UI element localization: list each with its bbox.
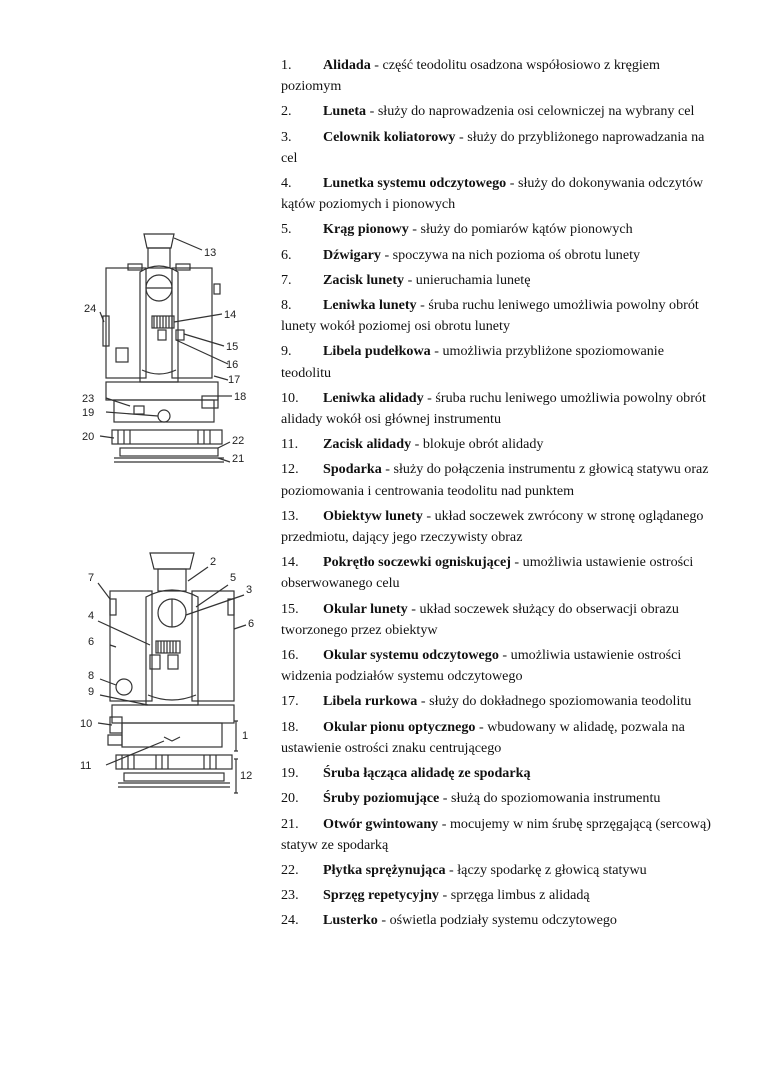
item-description: - łączy spodarkę z głowicą statywu [445,861,647,878]
figure-label: 6 [248,618,255,630]
list-item [281,459,711,501]
list-item [281,814,711,856]
item-number: 13. [281,507,299,524]
item-term: Zacisk lunety [323,271,405,288]
list-item [281,691,711,712]
figure-label: 23 [82,393,95,405]
item-description: - mocujemy w nim śrubę sprzęgającą (sercową) statyw ze spodarką [281,815,711,853]
item-description: - umożliwia ustawienie ostrości widzenia podziałów systemu odczytowego [281,647,682,685]
list-item [281,219,711,240]
item-description: - służy do połączenia instrumentu z głowicą statywu oraz poziomowania i centrowania teodolitu nad punktem [281,461,709,499]
item-number: 6. [281,246,292,263]
figure-label: 6 [88,636,95,648]
item-number: 8. [281,297,292,314]
figure-label: 24 [84,303,97,315]
figure-label: 19 [82,407,95,419]
list-item [281,506,711,548]
figure-label: 21 [232,453,245,465]
list-item [281,788,711,809]
item-term: Dźwigary [323,246,381,263]
figure-label: 15 [226,341,239,353]
list-item [281,910,711,931]
figure-label: 3 [246,584,253,596]
figure-label: 4 [88,610,95,622]
list-item [281,552,711,594]
item-term: Spodarka [323,461,382,478]
item-number: 16. [281,647,299,664]
item-description: - unieruchamia lunetę [404,271,531,288]
item-number: 9. [281,343,292,360]
item-description: - oświetla podziały systemu odczytowego [377,912,617,929]
figure-label: 10 [80,718,93,730]
list-item [281,860,711,881]
item-number: 12. [281,461,299,478]
list-item [281,599,711,641]
figure-label: 5 [230,572,237,584]
item-description: - służy do dokonywania odczytów kątów poziomych i pionowych [281,175,704,213]
item-term: Śruba łącząca alidadę ze spodarką [323,765,531,782]
item-number: 18. [281,718,299,735]
item-term: Leniwka lunety [323,297,417,314]
figure-label: 18 [234,391,247,403]
parts-definition-list [281,55,711,936]
theodolite-drawing-bottom [76,545,262,807]
figure-label: 11 [80,760,92,772]
item-description: - służą do spoziomowania instrumentu [439,790,661,807]
item-number: 1. [281,57,292,73]
list-item [281,717,711,759]
list-item [281,245,711,266]
item-description: - sprzęga limbus z alidadą [438,887,590,904]
item-number: 11. [281,436,299,453]
item-number: 10. [281,389,299,406]
list-item [281,388,711,430]
item-term: Zacisk alidady [323,436,412,453]
item-number: 14. [281,554,299,571]
item-description: - spoczywa na nich pozioma oś obrotu lunety [380,246,641,263]
item-description: - służy do naprowadzenia osi celowniczej na wybrany cel [366,103,695,120]
list-item [281,434,711,455]
item-number: 7. [281,271,292,288]
list-item [281,270,711,291]
item-term: Śruby poziomujące [323,790,440,807]
item-term: Leniwka alidady [323,389,424,406]
figure-label: 16 [226,359,239,371]
item-number: 20. [281,790,299,807]
item-term: Krąg pionowy [323,221,409,238]
item-term: Otwór gwintowany [323,815,439,832]
item-number: 22. [281,861,299,878]
item-term: Libela rurkowa [323,693,418,710]
item-term: Pokrętło soczewki ogniskującej [323,554,511,571]
item-term: Celownik koliatorowy [323,128,456,145]
item-description: - umożliwia przybliżone spoziomowanie teodolitu [281,343,664,381]
figure-label: 20 [82,431,95,443]
list-item [281,127,711,169]
item-description: - część teodolitu osadzona współosiowo z kręgiem poziomym [281,57,661,95]
item-description: - śruba ruchu leniwego umożliwia powolny obrót alidady wokół osi głównej instrumentu [281,389,706,428]
item-term: Okular lunety [323,600,408,617]
item-term: Alidada [323,57,371,73]
item-description: - służy do dokładnego spoziomowania teodolitu [417,693,692,710]
item-description: - układ soczewek służący do obserwacji obrazu tworzonego przez obiektyw [281,600,679,638]
item-description: - służy do przybliżonego naprowadzania na cel [281,128,705,166]
item-number: 24. [281,912,299,929]
item-description: - blokuje obrót alidady [411,436,544,453]
figure-label: 13 [204,247,217,259]
figure-label: 8 [88,670,95,682]
item-term: Okular pionu optycznego [323,718,476,735]
item-term: Sprzęg repetycyjny [323,887,439,904]
item-number: 21. [281,815,299,832]
figure-label: 1 [242,730,249,742]
item-description: - służy do pomiarów kątów pionowych [408,221,633,238]
item-number: 17. [281,693,299,710]
list-item [281,763,711,784]
list-item [281,295,711,337]
list-item [281,173,711,215]
item-term: Luneta [323,103,367,120]
list-item [281,341,711,383]
item-number: 3. [281,128,292,145]
item-number: 23. [281,887,299,904]
figure-label: 9 [88,686,95,698]
list-item [281,55,711,97]
figure-label: 22 [232,435,245,447]
item-number: 2. [281,103,292,120]
list-item [281,645,711,687]
item-term: Płytka sprężynująca [323,861,446,878]
item-description: - umożliwia ustawienie ostrości obserwowanego celu [281,554,694,592]
item-number: 4. [281,175,292,192]
item-term: Libela pudełkowa [323,343,431,360]
figure-label: 12 [240,770,253,782]
item-term: Obiektyw lunety [323,507,423,524]
item-term: Lusterko [323,912,378,929]
item-description: - układ soczewek zwrócony w stronę oglądanego przedmiotu, dający jego rzeczywisty obraz [281,507,704,546]
item-description: - śruba ruchu leniwego umożliwia powolny obrót lunety wokół poziomej osi obrotu lunety [281,297,699,335]
list-item [281,885,711,906]
item-number: 19. [281,765,299,782]
item-number: 5. [281,221,292,238]
figure-label: 17 [228,374,241,386]
theodolite-drawing-top [78,226,258,471]
figure-label: 7 [88,572,95,584]
item-term: Okular systemu odczytowego [323,647,499,664]
item-description: - wbudowany w alidadę, pozwala na ustawienie ostrości znaku centrującego [281,718,685,756]
figure-label: 14 [224,309,237,321]
list-item [281,101,711,122]
item-term: Lunetka systemu odczytowego [323,175,507,192]
figure-label: 2 [210,556,217,568]
item-number: 15. [281,600,299,617]
